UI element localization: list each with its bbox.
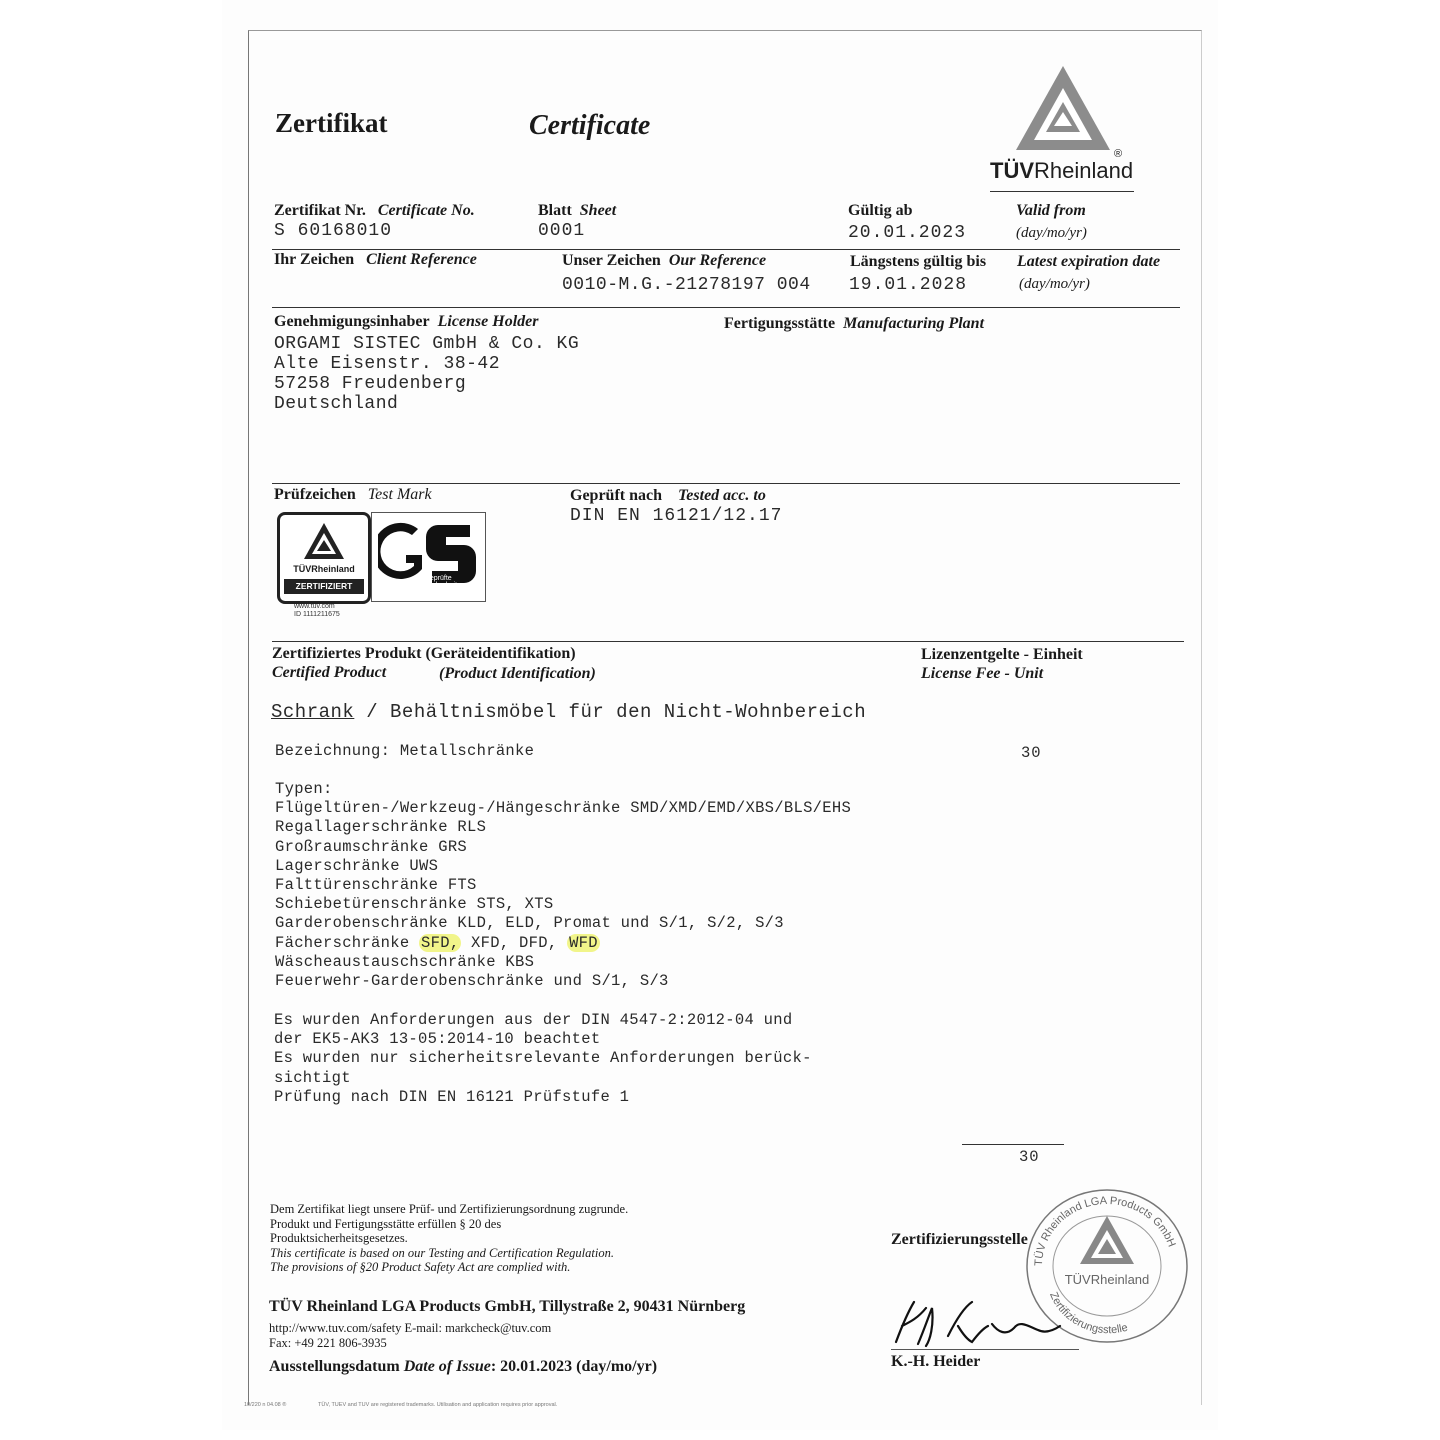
basis-line-en: The provisions of §20 Product Safety Act are complied with.: [270, 1260, 571, 1275]
cert-no-label-de: Zertifikat Nr.: [274, 202, 366, 219]
issuer-web: http://www.tuv.com/safety E-mail: markcheck@tuv.com: [269, 1321, 552, 1335]
issue-label-en: Date of Issue: [403, 1358, 491, 1375]
type-item: Regallagerschränke RLS: [275, 818, 487, 837]
brand-bold: TÜV: [990, 158, 1034, 183]
brand-wordmark: [990, 158, 1133, 184]
holder-line: ORGAMI SISTEC GmbH & Co. KG: [274, 334, 580, 354]
fee-label-de: Lizenzentgelte - Einheit: [921, 646, 1083, 663]
basis-text: [270, 1202, 628, 1275]
stamp-top-text: TÜV Rheinland LGA Products GmbH: [1032, 1194, 1178, 1267]
designation-fee: 30: [1021, 744, 1042, 762]
basis-line: Produktsicherheitsgesetzes.: [270, 1231, 408, 1246]
our-ref-value: 0010-M.G.-21278197 004: [562, 275, 811, 295]
signature-icon: [888, 1296, 1068, 1352]
faecher-mid: XFD, DFD,: [461, 933, 568, 952]
product-label-en-1: Certified Product: [272, 664, 387, 681]
issuer-contact: [269, 1321, 551, 1350]
fee-total-rule: [962, 1144, 1064, 1145]
holder-line: Deutschland: [274, 394, 399, 414]
types-list: [275, 780, 851, 991]
type-item: Garderobenschränke KLD, ELD, Promat und S/1, S/2, S/3: [275, 914, 784, 933]
type-item: Falttürenschränke FTS: [275, 876, 477, 895]
type-item: Wäscheaustauschschränke KBS: [275, 952, 535, 971]
gs-caption-2: Sicherheit: [426, 582, 458, 589]
title-german: Zertifikat: [275, 108, 388, 138]
gs-caption: [426, 575, 457, 589]
fee-label-en: License Fee - Unit: [921, 665, 1044, 682]
basis-line: Produkt und Fertigungsstätte erfüllen § 20 des: [270, 1216, 502, 1231]
expiry-label-en: Latest expiration date: [1017, 253, 1161, 270]
testmark-label-en: Test Mark: [367, 486, 432, 503]
badge-triangle-icon: [302, 521, 346, 561]
type-item: Feuerwehr-Garderobenschränke und S/1, S/3: [275, 972, 669, 991]
issuer-fax: Fax: +49 221 806-3935: [269, 1335, 387, 1350]
expiry-label-de: Längstens gültig bis: [850, 253, 987, 270]
tiny-trademark-note: TÜV, TUEV and TUV are registered trademarks. Utilisation and application requires prior approval.: [318, 1402, 558, 1408]
holder-label-de: Genehmigungsinhaber: [274, 313, 430, 330]
type-item: Schiebetürenschränke STS, XTS: [275, 895, 554, 914]
title-english: Certificate: [529, 110, 651, 141]
tested-standard: DIN EN 16121/12.17: [570, 506, 783, 526]
badge-status: ZERTIFIZIERT: [284, 579, 364, 594]
faecher-prefix: Fächerschränke: [275, 933, 420, 952]
valid-from-value: 20.01.2023: [848, 223, 967, 243]
note-line: Es wurden Anforderungen aus der DIN 4547-2:2012-04 und: [274, 1011, 793, 1029]
our-ref-label-en: Our Reference: [668, 252, 767, 269]
holder-line: 57258 Freudenberg: [274, 374, 467, 394]
holder-label: [274, 313, 538, 331]
type-item: Großraumschränke GRS: [275, 837, 468, 856]
type-item-faecher: [275, 934, 851, 953]
issuer-company: TÜV Rheinland LGA Products GmbH, Tillystraße 2, 90431 Nürnberg: [269, 1298, 746, 1315]
product-category: [271, 701, 866, 723]
tiny-form-code: 10/220 n 04.08 ®: [244, 1402, 287, 1408]
holder-line: Alte Eisenstr. 38-42: [274, 354, 501, 374]
faecher-wfd-highlight: WFD: [569, 933, 598, 952]
valid-from-label-en: Valid from: [1016, 202, 1086, 219]
client-ref-label: [274, 251, 477, 269]
designation: Bezeichnung: Metallschränke: [275, 742, 535, 760]
divider-meta-2: [272, 307, 1180, 308]
types-label: Typen:: [275, 780, 333, 798]
type-item: Lagerschränke UWS: [275, 856, 439, 875]
plant-label-de: Fertigungsstätte: [724, 315, 836, 332]
sheet-label-en: Sheet: [579, 202, 617, 219]
fee-total: 30: [1019, 1148, 1040, 1166]
client-ref-label-de: Ihr Zeichen: [274, 251, 355, 268]
note-line: sichtigt: [274, 1068, 351, 1087]
brand-regular: Rheinland: [1034, 158, 1134, 183]
sheet-value: 0001: [538, 221, 586, 241]
tuv-certified-badge: [277, 512, 371, 604]
expiry-format: (day/mo/yr): [1019, 276, 1090, 292]
plant-label: [724, 315, 984, 333]
badge-caption: [294, 603, 340, 619]
sheet-label: [538, 202, 616, 220]
category-rest: / Behältnismöbel für den Nicht-Wohnbereich: [354, 701, 867, 723]
plant-label-en: Manufacturing Plant: [843, 315, 985, 332]
faecher-sfd-highlight: SFD,: [421, 933, 460, 952]
stamp-brand: TÜVRheinland: [1064, 1272, 1150, 1287]
issue-value: : 20.01.2023 (day/mo/yr): [490, 1358, 658, 1375]
type-item: Flügeltüren-/Werkzeug-/Hängeschränke SMD/XMD/EMD/XBS/BLS/EHS: [275, 799, 852, 818]
valid-from-label-de: Gültig ab: [848, 202, 913, 219]
tested-label: [570, 487, 766, 505]
our-ref-label: [562, 252, 766, 270]
product-label-de: Zertifiziertes Produkt (Geräteidentifikation): [272, 645, 576, 662]
tuv-triangle-logo-icon: [1010, 62, 1123, 160]
category-link: Schrank: [271, 701, 355, 723]
badge-brand: TÜVRheinland: [293, 564, 355, 574]
note-line: der EK5-AK3 13-05:2014-10 beachtet: [274, 1030, 601, 1049]
gs-mark: [371, 512, 486, 602]
client-ref-label-en: Client Reference: [366, 251, 477, 268]
signatory-name: K.-H. Heider: [891, 1353, 981, 1370]
badge-id: ID 1111211675: [294, 611, 340, 618]
requirements-notes: [274, 1011, 812, 1107]
cert-no-label: [274, 202, 475, 220]
brand-underline: [990, 191, 1134, 192]
product-label-en-2: (Product Identification): [439, 665, 596, 682]
cert-no-label-en: Certificate No.: [377, 202, 475, 219]
badge-url: www.tuv.com: [294, 603, 335, 610]
our-ref-label-de: Unser Zeichen: [562, 252, 661, 269]
holder-label-en: License Holder: [437, 313, 539, 330]
gs-caption-1: geprüfte: [426, 575, 452, 582]
testmark-label-de: Prüfzeichen: [274, 486, 356, 503]
note-line: Prüfung nach DIN EN 16121 Prüfstufe 1: [274, 1087, 630, 1106]
tested-label-de: Geprüft nach: [570, 487, 662, 504]
valid-from-format: (day/mo/yr): [1016, 225, 1087, 241]
divider-meta-1: [272, 249, 1180, 250]
divider-holder: [272, 483, 1180, 484]
tested-label-en: Tested acc. to: [678, 487, 766, 504]
issue-label-de: Ausstellungsdatum: [269, 1358, 400, 1375]
basis-line-en: This certificate is based on our Testing and Certification Regulation.: [270, 1245, 614, 1260]
stamp-bottom-text: Zertifizierungsstelle: [1047, 1290, 1130, 1337]
registered-mark: ®: [1114, 148, 1123, 160]
expiry-value: 19.01.2028: [849, 275, 968, 295]
divider-testmark: [272, 641, 1184, 642]
issue-date: [269, 1358, 657, 1376]
basis-line: Dem Zertifikat liegt unsere Prüf- und Zertifizierungsordnung zugrunde.: [270, 1202, 629, 1216]
cert-no-value: S 60168010: [274, 221, 393, 241]
signature-rule: [891, 1349, 1079, 1350]
sheet-label-de: Blatt: [538, 202, 572, 219]
note-line: Es wurden nur sicherheitsrelevante Anforderungen berück-: [274, 1049, 812, 1068]
testmark-label: [274, 486, 432, 504]
holder-address: [274, 334, 579, 414]
cert-body-label: Zertifizierungsstelle: [891, 1231, 1028, 1248]
